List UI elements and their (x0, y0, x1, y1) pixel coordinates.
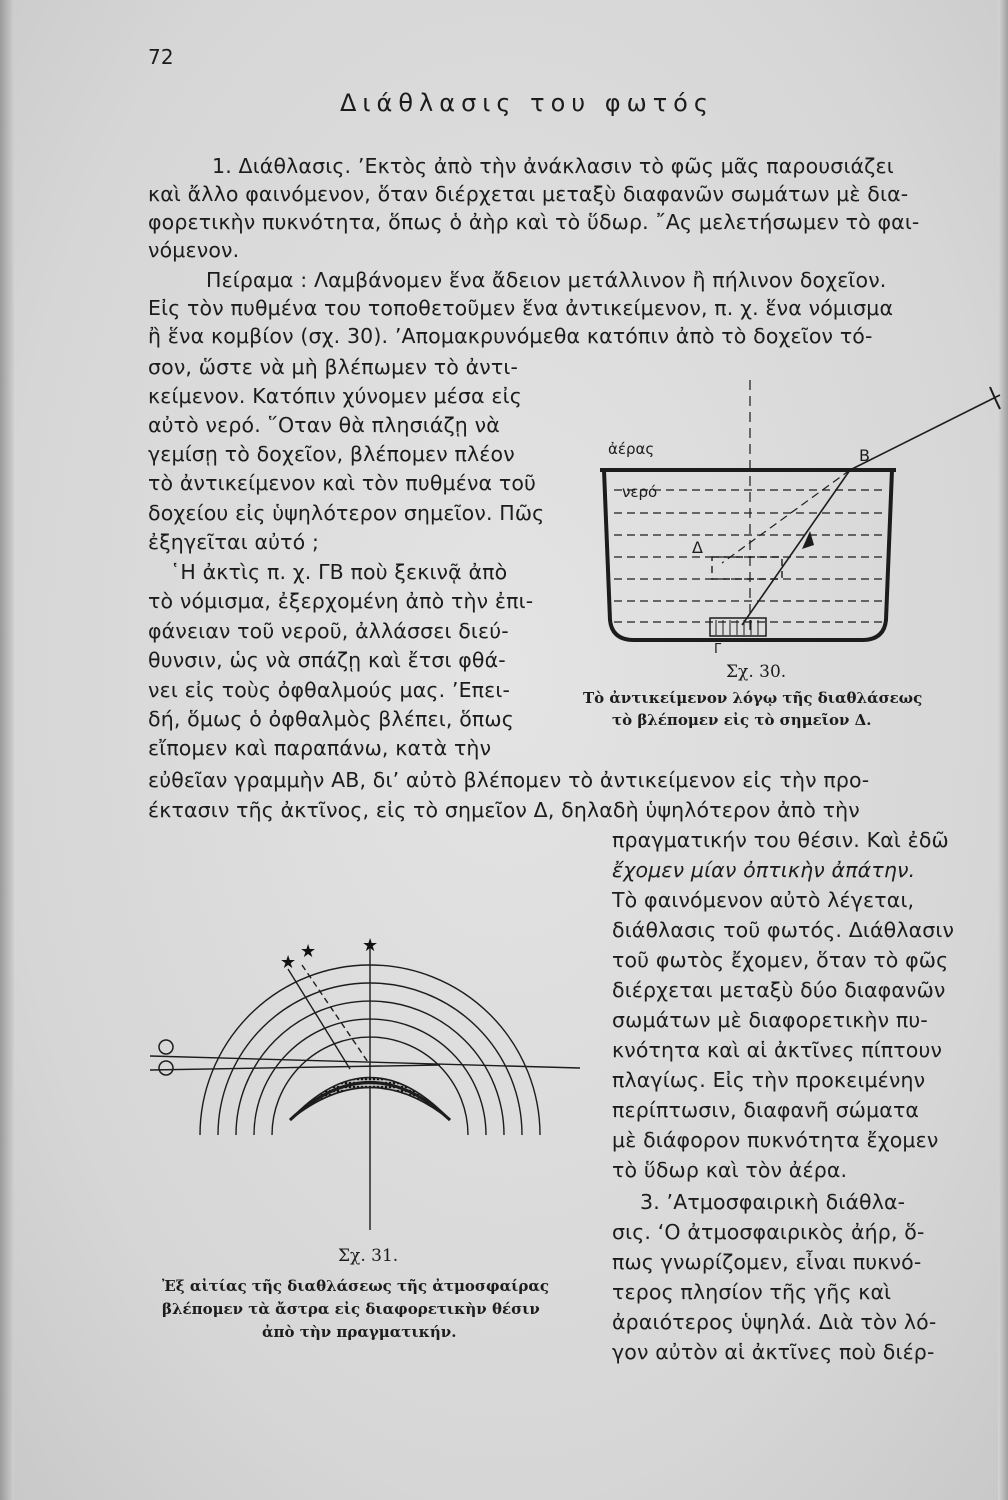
eye-icon (159, 1061, 173, 1075)
paragraph-line: φορετικὴν πυκνότητα, ὅπως ὁ ἀὴρ καὶ τὸ ὕδωρ. ῎Ας μελετήσωμεν τὸ φαι- (148, 210, 920, 234)
label-b: Β (859, 446, 870, 465)
paragraph-line: νόμενον. (148, 238, 240, 262)
figure-30-caption-line: τὸ βλέπομεν εἰς τὸ σημεῖον Δ. (612, 711, 872, 729)
star-icon: ★ (300, 941, 317, 962)
paragraph-line: σον, ὥστε νὰ μὴ βλέπωμεν τὸ ἀντι- (148, 355, 519, 379)
label-air: ἀέρας (608, 440, 655, 458)
paragraph-line: εὐθεῖαν γραμμὴν ΑΒ, δι’ αὐτὸ βλέπομεν τὸ ἀντικείμενον εἰς τὴν προ- (148, 768, 870, 792)
page-number: 72 (148, 45, 174, 69)
paragraph-line: έκτασιν τῆς ἀκτῖνος, εἰς τὸ σημεῖον Δ, δηλαδὴ ὑψηλότερον ἀπὸ τὴν (148, 798, 860, 822)
paragraph-line: θυνσιν, ὡς νὰ σπάζῃ καὶ ἔτσι φθά- (148, 648, 506, 672)
page-title: Διάθλασις του φωτός (340, 89, 714, 117)
paragraph-line: ῾Η ἀκτὶς π. χ. ΓΒ ποὺ ξεκινᾷ ἀπὸ (170, 560, 508, 584)
paragraph-line: φάνειαν τοῦ νεροῦ, ἀλλάσσει διεύ- (148, 619, 509, 643)
star-icon: ★ (362, 935, 379, 956)
paragraph-line: πραγματικήν του θέσιν. Καὶ ἐδῶ (612, 828, 949, 852)
paragraph-line: δοχείου εἰς ὑψηλότερον σημεῖον. Πῶς (148, 501, 545, 525)
paragraph-line: δή, ὅμως ὁ ὀφθαλμὸς βλέπει, ὅπως (148, 707, 514, 731)
page-left-edge (0, 0, 14, 1500)
eye-icon (159, 1040, 173, 1054)
figure-31-number: Σχ. 31. (338, 1246, 399, 1266)
paragraph-line: διέρχεται μεταξὺ δύο διαφανῶν (612, 978, 946, 1002)
paragraph-line: αὐτὸ νερό. ῞Οταν θὰ πλησιάζῃ νὰ (148, 413, 500, 437)
figure-30-caption-line: Τὸ ἀντικείμενον λόγῳ τῆς διαθλάσεως (583, 689, 923, 707)
paragraph-line: κείμενον. Κατόπιν χύνομεν μέσα εἰς (148, 384, 522, 408)
paragraph-line: μὲ διάφορον πυκνότητα ἔχομεν (612, 1128, 939, 1152)
paragraph-line: τὸ ἀντικείμενον καὶ τὸν πυθμένα τοῦ (148, 471, 537, 495)
paragraph-line: Πείραμα : Λαμβάνομεν ἕνα ἄδειον μετάλλινον ἢ πήλινον δοχεῖον. (206, 268, 887, 292)
paragraph-line: καὶ ἄλλο φαινόμενον, ὅταν διέρχεται μεταξὺ διαφανῶν σωμάτων μὲ δια- (148, 182, 909, 206)
label-d: Δ (692, 538, 703, 557)
paragraph-line: σις. ‘Ο ἀτμοσφαιρικὸς ἀήρ, ὅ- (612, 1220, 925, 1244)
figure-31-caption-line: βλέπομεν τὰ ἄστρα εἰς διαφορετικὴν θέσιν (162, 1300, 540, 1318)
paragraph-line: κνότητα καὶ αἱ ἀκτῖνες πίπτουν (612, 1038, 943, 1062)
paragraph-line: Τὸ φαινόμενον αὐτὸ λέγεται, (612, 888, 915, 912)
paragraph-line: περίπτωσιν, διαφανῆ σώματα (612, 1098, 920, 1122)
paragraph-line: ἀραιότερος ὑψηλά. Διὰ τὸν λό- (612, 1310, 937, 1334)
label-water: νερό (622, 483, 658, 501)
paragraph-line: γεμίσῃ τὸ δοχεῖον, βλέπομεν πλέον (148, 442, 515, 466)
paragraph-line: 3. ’Ατμοσφαιρικὴ διάθλα- (640, 1190, 906, 1214)
paragraph-line: εἴπομεν καὶ παραπάνω, κατὰ τὴν (148, 736, 492, 760)
label-g: Γ (714, 642, 722, 655)
paragraph-line: τοῦ φωτὸς ἔχομεν, ὅταν τὸ φῶς (612, 948, 949, 972)
figure-30-number: Σχ. 30. (726, 662, 787, 682)
paragraph-line: σωμάτων μὲ διαφορετικὴν πυ- (612, 1008, 928, 1032)
figure-31-caption-line: Ἐξ αἰτίας τῆς διαθλάσεως τῆς ἀτμοσφαίρας (162, 1277, 550, 1295)
paragraph-line: τὸ νόμισμα, ἐξερχομένη ἀπὸ τὴν ἐπι- (148, 589, 534, 613)
paragraph-line: τὸ ὕδωρ καὶ τὸν ἀέρα. (612, 1158, 848, 1182)
paragraph-line: γον αὐτὸν αἱ ἀκτῖνες ποὺ διέρ- (612, 1340, 935, 1364)
paragraph-line: ἔχομεν μίαν ὀπτικὴν ἀπάτην. (612, 858, 916, 882)
paragraph-line: νει εἰς τοὺς ὀφθαλμούς μας. ’Επει- (148, 678, 511, 702)
paragraph-line: πλαγίως. Εἰς τὴν προκειμένην (612, 1068, 926, 1092)
ray-arrow-icon (802, 531, 814, 549)
paragraph-line: πως γνωρίζομεν, εἶναι πυκνό- (612, 1250, 922, 1274)
paragraph-line: διάθλασις τοῦ φωτός. Διάθλασιν (612, 918, 955, 942)
page-right-edge (998, 0, 1008, 1500)
paragraph-line: 1. Διάθλασις. ’Εκτὸς ἀπὸ τὴν ἀνάκλασιν τὸ φῶς μᾶς παρουσιάζει (212, 154, 894, 178)
paragraph-line: τερος πλησίον τῆς γῆς καὶ (612, 1280, 892, 1304)
figure-31-caption-line: ἀπὸ τὴν πραγματικήν. (262, 1323, 457, 1341)
paragraph-line: Εἰς τὸν πυθμένα του τοποθετοῦμεν ἕνα ἀντικείμενον, π. χ. ἕνα νόμισμα (148, 296, 894, 320)
paragraph-line: ἢ ἕνα κομβίον (σχ. 30). ’Απομακρυνόμεθα κατόπιν ἀπὸ τὸ δοχεῖον τό- (148, 324, 873, 348)
figure-31-atmospheric-refraction (140, 925, 590, 1235)
star-icon: ★ (280, 952, 297, 973)
paragraph-line: ἐξηγεῖται αὐτό ; (148, 530, 320, 554)
figure-30-refraction-vessel (592, 335, 1002, 655)
